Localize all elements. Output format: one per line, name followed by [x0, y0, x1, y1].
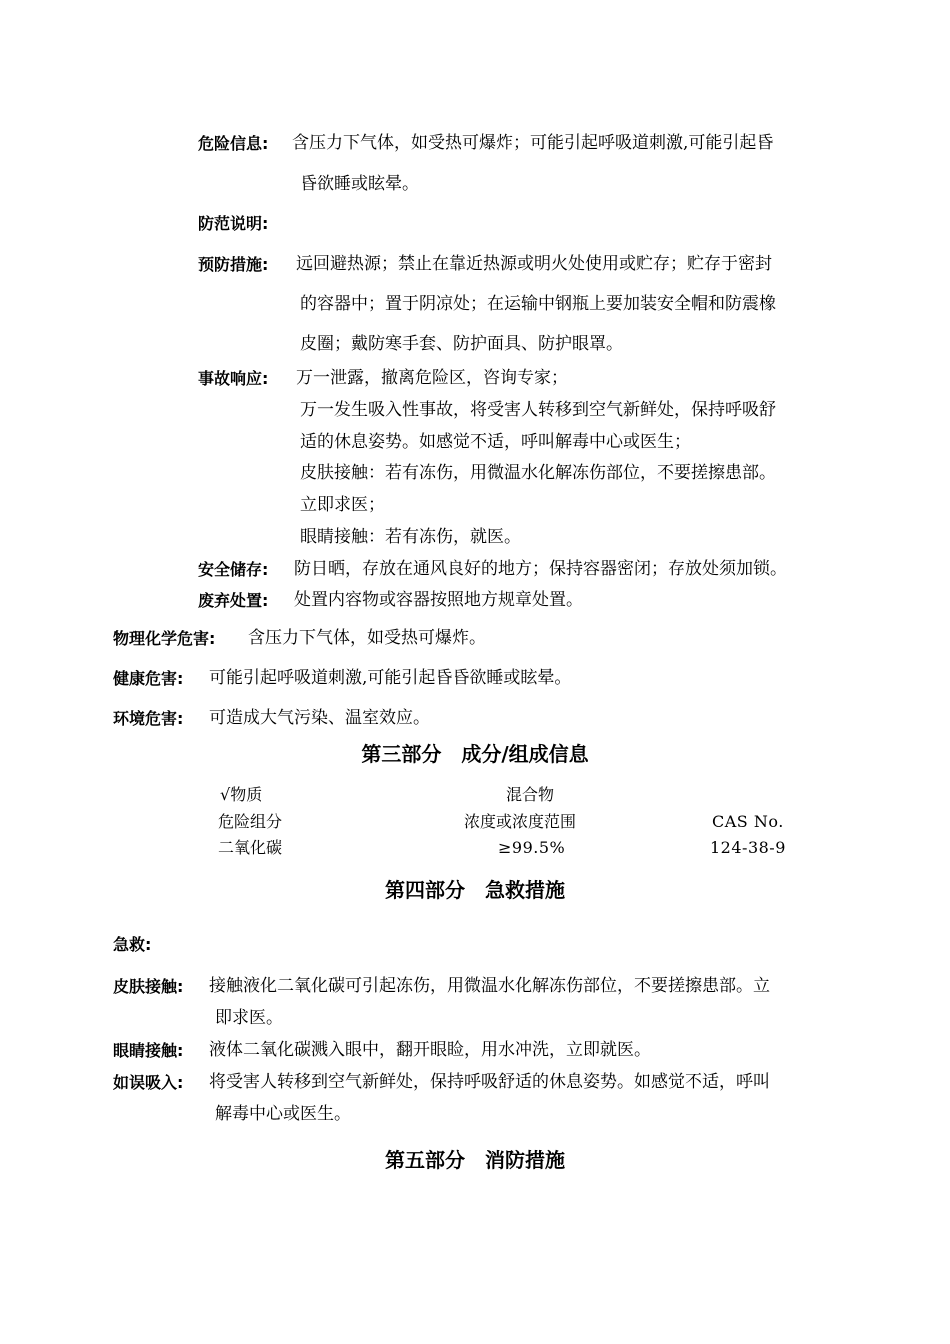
prevention-line1: 远回避热源；禁止在靠近热源或明火处使用或贮存；贮存于密封 — [296, 254, 772, 274]
section4-title: 第四部分 急救措施 — [385, 878, 565, 902]
inhalation-line1: 将受害人转移到空气新鲜处，保持呼吸舒适的休息姿势。如感觉不适，呼叫 — [209, 1072, 770, 1092]
response-line4: 皮肤接触：若有冻伤，用微温水化解冻伤部位，不要搓擦患部。 — [300, 463, 776, 483]
precaution-label: 防范说明: — [198, 214, 269, 233]
eye-contact-label: 眼睛接触: — [113, 1041, 184, 1060]
inhalation-line2: 解毒中心或医生。 — [215, 1104, 351, 1124]
col-component-header: 危险组分 — [218, 812, 283, 831]
mixture-label: 混合物 — [506, 785, 555, 804]
prevention-line2: 的容器中；置于阴凉处；在运输中钢瓶上要加装安全帽和防震橡 — [300, 294, 776, 314]
response-line3: 适的休息姿势。如感觉不适，呼叫解毒中心或医生； — [300, 432, 691, 452]
disposal-text: 处置内容物或容器按照地方规章处置。 — [294, 590, 583, 610]
health-hazard-text: 可能引起呼吸道刺激,可能引起昏昏欲睡或眩晕。 — [209, 668, 572, 688]
section5-title: 第五部分 消防措施 — [385, 1148, 565, 1172]
health-hazard-label: 健康危害: — [113, 669, 184, 688]
hazard-info-line2: 昏欲睡或眩晕。 — [300, 174, 419, 194]
first-aid-label: 急救: — [113, 935, 152, 954]
physical-hazard-text: 含压力下气体，如受热可爆炸。 — [248, 628, 486, 648]
storage-label: 安全储存: — [198, 560, 269, 579]
response-line2: 万一发生吸入性事故，将受害人转移到空气新鲜处，保持呼吸舒 — [300, 400, 776, 420]
physical-hazard-label: 物理化学危害: — [113, 629, 216, 648]
hazard-info-line1: 含压力下气体，如受热可爆炸；可能引起呼吸道刺激,可能引起昏 — [292, 133, 774, 153]
prevention-line3: 皮圈；戴防寒手套、防护面具、防护眼罩。 — [300, 334, 623, 354]
col-concentration-header: 浓度或浓度范围 — [464, 812, 577, 831]
response-line6: 眼睛接触：若有冻伤，就医。 — [300, 527, 521, 547]
env-hazard-label: 环境危害: — [113, 709, 184, 728]
response-line5: 立即求医； — [300, 495, 385, 515]
skin-contact-label: 皮肤接触: — [113, 977, 184, 996]
col-cas-header: CAS No. — [712, 812, 784, 831]
eye-contact-text: 液体二氧化碳溅入眼中，翻开眼睑，用水冲洗，立即就医。 — [209, 1040, 651, 1060]
hazard-info-label: 危险信息: — [198, 134, 269, 153]
inhalation-label: 如误吸入: — [113, 1073, 184, 1092]
substance-checkbox-label: √物质 — [220, 785, 263, 804]
row-cas: 124-38-9 — [710, 838, 786, 857]
response-line1: 万一泄露，撤离危险区，咨询专家； — [296, 368, 568, 388]
disposal-label: 废弃处置: — [198, 591, 269, 610]
section3-title: 第三部分 成分/组成信息 — [361, 742, 589, 766]
env-hazard-text: 可造成大气污染、温室效应。 — [209, 708, 430, 728]
storage-text: 防日晒，存放在通风良好的地方；保持容器密闭；存放处须加锁。 — [294, 559, 787, 579]
row-component: 二氧化碳 — [218, 838, 283, 857]
prevention-label: 预防措施: — [198, 255, 269, 274]
response-label: 事故响应: — [198, 369, 269, 388]
skin-contact-line1: 接触液化二氧化碳可引起冻伤，用微温水化解冻伤部位，不要搓擦患部。立 — [209, 976, 770, 996]
skin-contact-line2: 即求医。 — [215, 1008, 283, 1028]
row-concentration: ≥99.5% — [498, 838, 566, 857]
